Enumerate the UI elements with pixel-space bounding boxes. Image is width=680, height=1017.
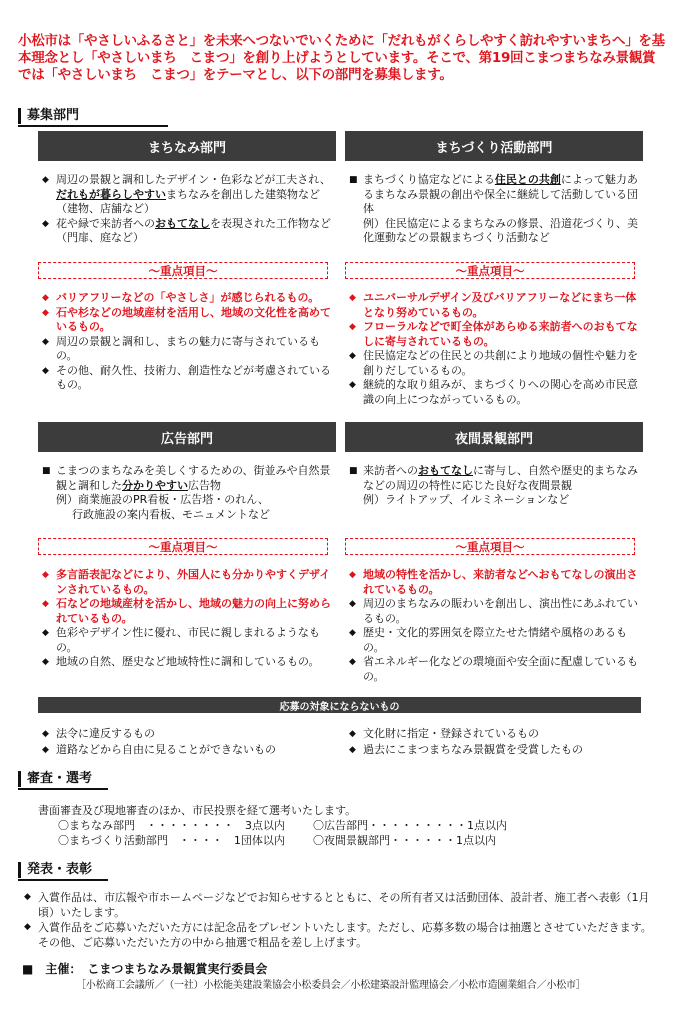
example-text: 行政施設の案内看板、モニュメントなど — [72, 507, 270, 521]
list-item: ◆ 省エネルギー化などの環境面や安全面に配慮しているもの。 — [349, 655, 638, 683]
list-item: ◆ 入賞作品をご応募いただいた方には記念品をプレゼントいたします。ただし、応募多数の場合は抽選とさせていただきます。その他、ご応募いただいた方の中から抽選で粗品を差し上げます。 — [24, 921, 652, 949]
section-heading-categories: 募集部門 — [18, 108, 79, 124]
organizer-label: ■ 主催： こまつまちなみ景観賞実行委員会 — [22, 962, 268, 976]
list-item: ◆ 周辺の景観と調和し、まちの魅力に寄与されているもの。 — [42, 334, 320, 362]
list-item: ◆ ユニバーサルデザイン及びバリアフリーなどにまち一体となり努めているもの。 — [349, 291, 637, 319]
list-item: ◆ 道路などから自由に見ることができないもの — [42, 743, 276, 756]
list-item: ◆ バリアフリーなどの「やさしさ」が感じられるもの。 — [42, 291, 320, 304]
list-item: ◆ 石などの地域産材を活かし、地域の魅力の向上に努められているもの。 — [42, 597, 331, 625]
quota-machizukuri: 〇まちづくり活動部門 ・・・・ 1団体以内 — [58, 834, 285, 847]
list-item: ◆ 周辺の景観と調和したデザイン・色彩などが工夫され、だれもが暮らしやすいまちなみを創出した建築物など（建物、店舗など） — [42, 173, 331, 215]
focus-list-kokoku — [38, 556, 336, 670]
focus-list-machinami — [38, 279, 336, 393]
section-heading-announce: 発表・表彰 — [18, 862, 92, 878]
list-item: ■ こまつのまちなみを美しくするための、街並みや自然景観と調和した分かりやすい広告物 — [42, 464, 331, 492]
example-text: 例）住民協定によるまちなみの修景、沿道花づくり、美化運動などの景観まちづくり活動など — [363, 216, 638, 244]
focus-label: ～重点項目～ — [345, 262, 635, 279]
heading-underline — [18, 125, 168, 127]
list-item: ◆ フローラルなどで町全体があらゆる来訪者へのおもてなしに寄与されているもの。 — [349, 320, 638, 348]
focus-label: ～重点項目～ — [345, 538, 635, 555]
list-item: ◆ 入賞作品は、市広報や市ホームページなどでお知らせするとともに、その所有者又は活動団体、設計者、施工者へ表彰（1月頃）いたします。 — [24, 891, 650, 919]
excluded-list-right — [345, 726, 635, 758]
review-text: 書面審査及び現地審査のほか、市民投票を経て選考いたします。 — [38, 804, 357, 817]
list-item: ■ まちづくり協定などによる住民との共創によって魅力あるまちなみ景観の創出や保全に継続して活動している団体 — [349, 173, 638, 215]
heading-underline — [18, 879, 108, 881]
quota-yakan: 〇夜間景観部門・・・・・・1点以内 — [313, 834, 496, 847]
example-text: 例）商業施設のPR看板・広告塔・のれん、 — [56, 493, 269, 506]
section-heading-review: 審査・選考 — [18, 771, 92, 787]
list-item: ◆ 歴史・文化的雰囲気を際立たせた情緒や風格のあるもの。 — [349, 626, 627, 654]
list-item: ◆ 文化財に指定・登録されているもの — [349, 727, 539, 740]
list-item: ■ 来訪者へのおもてなしに寄与し、自然や歴史的まちなみなどの周辺の特性に応じた良好な夜間景観 — [349, 464, 638, 492]
organizer-members: ［小松商工会議所／（一社）小松能美建設業協会小松委員会／小松建築設計監理協会／小松市造園業組合／小松市］ — [76, 980, 586, 991]
excluded-title-bar: 応募の対象にならないもの — [38, 697, 641, 713]
category-title: まちづくり活動部門 — [345, 131, 643, 161]
list-item: ◆ 色彩やデザイン性に優れ、市民に親しまれるようなもの。 — [42, 626, 320, 654]
list-item: ◆ 地域の自然、歴史など地域特性に調和しているもの。 — [42, 655, 320, 668]
category-title: 夜間景観部門 — [345, 422, 643, 452]
list-item: ◆ 過去にこまつまちなみ景観賞を受賞したもの — [349, 743, 583, 756]
list-item: ◆ 石や杉などの地域産材を活用し、地域の文化性を高めているもの。 — [42, 305, 331, 333]
quota-kokoku: 〇広告部門・・・・・・・・・1点以内 — [313, 819, 507, 832]
category-title: まちなみ部門 — [38, 131, 336, 161]
focus-label: ～重点項目～ — [38, 538, 328, 555]
category-machizukuri — [345, 131, 643, 246]
focus-list-yakan — [345, 556, 643, 684]
list-item: ◆ 地域の特性を活かし、来訪者などへおもてなしの演出されているもの。 — [349, 568, 638, 596]
focus-label: ～重点項目～ — [38, 262, 328, 279]
category-kokoku — [38, 422, 336, 522]
excluded-list-left — [38, 726, 328, 758]
list-item: ◆ その他、耐久性、技術力、創造性などが考慮されているもの。 — [42, 363, 331, 391]
list-item: ◆ 住民協定などの住民との共創により地域の個性や魅力を創りだしているもの。 — [349, 349, 638, 377]
heading-underline — [18, 788, 108, 790]
list-item: ◆ 周辺のまちなみの賑わいを創出し、演出性にあふれているもの。 — [349, 597, 638, 625]
category-yakan — [345, 422, 643, 508]
example-text: 例）ライトアップ、イルミネーションなど — [363, 493, 570, 506]
announce-list — [20, 890, 660, 950]
category-title: 広告部門 — [38, 422, 336, 452]
category-machinami — [38, 131, 336, 246]
list-item: ◆ 法令に違反するもの — [42, 727, 155, 740]
focus-list-machizukuri — [345, 279, 643, 407]
intro-text: 小松市は「やさしいふるさと」を未来へつないでいくために「だれもがくらしやすく訪れやすいまちへ」を基本理念とし「やさしいまち こまつ」を創り上げようとしています。そこで、第19回こまつまちなみ景観賞では「やさしいまち こまつ」をテーマとし、以下の部門を募集します。 — [18, 33, 665, 83]
list-item: ◆ 花や緑で来訪者へのおもてなしを表現された工作物など（門扉、庭など） — [42, 216, 331, 244]
list-item: ◆ 多言語表記などにより、外国人にも分かりやすくデザインされているもの。 — [42, 568, 331, 596]
list-item: ◆ 継続的な取り組みが、まちづくりへの関心を高め市民意識の向上につながっているもの。 — [349, 378, 638, 406]
quota-machinami: 〇まちなみ部門 ・・・・・・・・ 3点以内 — [58, 819, 285, 832]
